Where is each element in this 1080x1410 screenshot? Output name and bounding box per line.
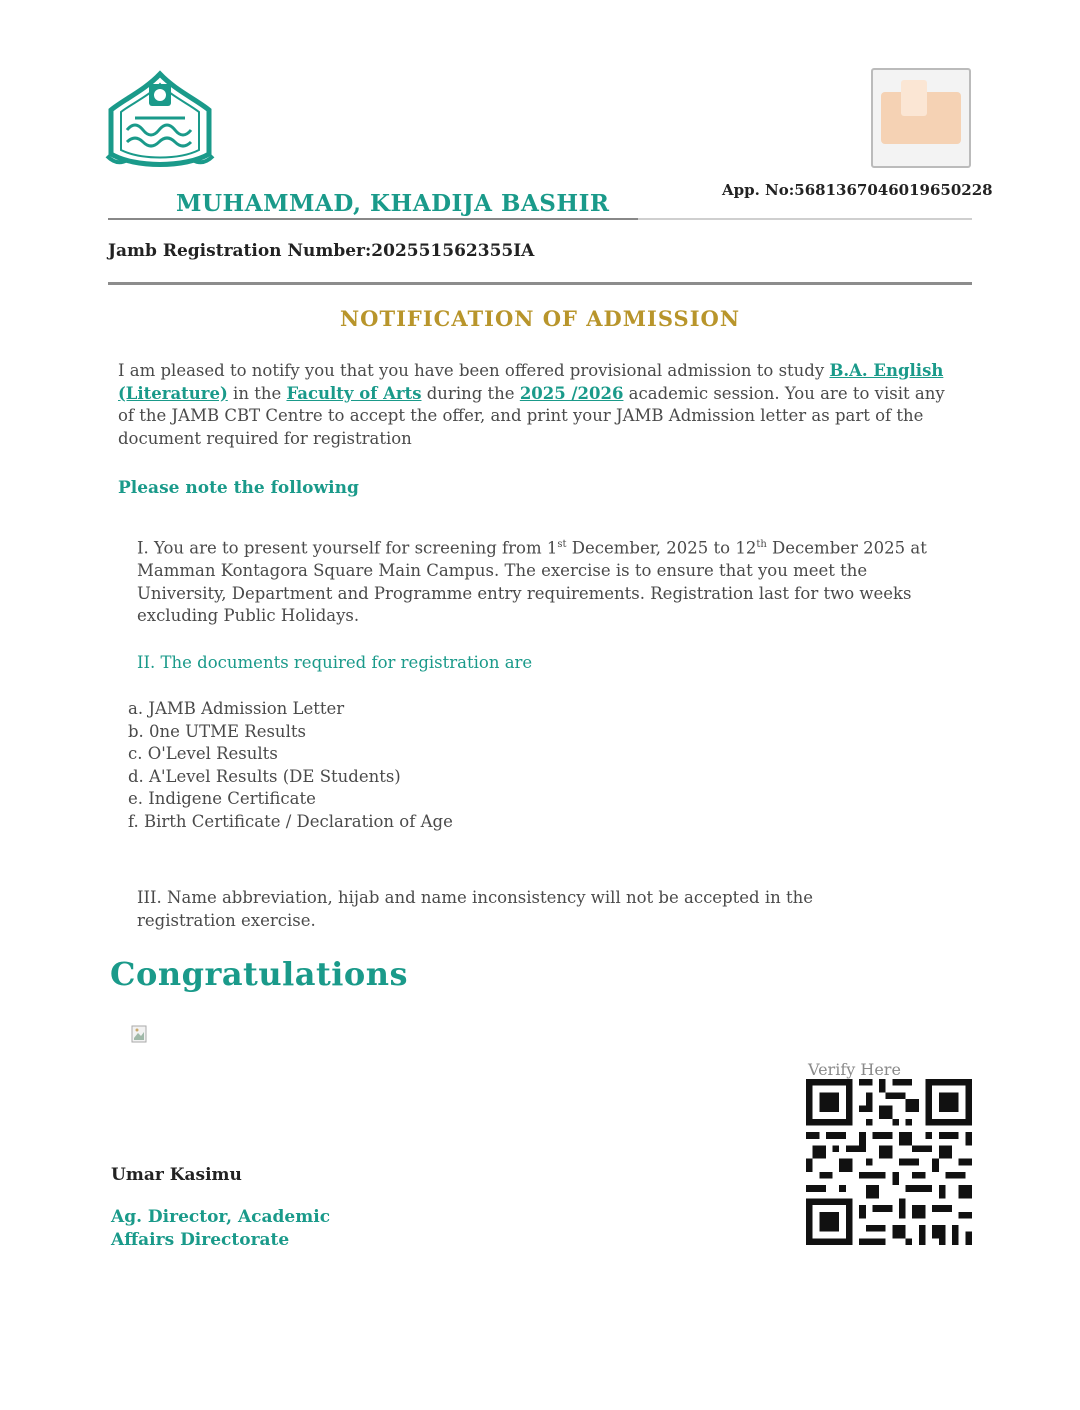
photo-highlight [901, 80, 927, 116]
name-underline [108, 218, 638, 220]
programme-name: B.A. English (Literature) [118, 361, 944, 403]
note-item-2: II. The documents required for registration are [137, 653, 533, 672]
session-name: 2025 /2026 [519, 383, 624, 403]
letter-title: NOTIFICATION OF ADMISSION [339, 306, 741, 331]
signatory-name: Umar Kasimu [111, 1165, 242, 1185]
verify-label: Verify Here [808, 1060, 901, 1079]
note-heading: Please note the following [118, 478, 359, 498]
note-item-1: I. You are to present yourself for screening from 1st December, 2025 to 12th December 2025 at Mamman Kontagora Square Main Campus. The exercise is to ensure that you meet the University, Department and Programme entry requirements. Registration last for two weeks excluding Public Holidays. [137, 538, 927, 625]
student-name: MUHAMMAD, KHADIJA BASHIR [176, 190, 610, 217]
list-item: a. JAMB Admission Letter [128, 699, 345, 718]
list-item: f. Birth Certificate / Declaration of Age [128, 811, 453, 831]
list-item: d. A'Level Results (DE Students) [128, 766, 401, 786]
admission-paragraph: I am pleased to notify you that you have been offered provisional admission to study B.A. English (Literature) in the Faculty of Arts during the 2025 /2026 academic session. You are to visit any of the JAMB CBT Centre to accept the offer, and print your JAMB Admission letter as part of the document required for registration [118, 361, 945, 448]
jamb-registration-number: Jamb Registration Number:202551562355IA [108, 241, 535, 261]
signatory-title: Ag. Director, Academic Affairs Directorate [111, 1207, 331, 1250]
divider [108, 282, 972, 285]
congratulations-heading: Congratulations [110, 955, 409, 993]
documents-list [128, 698, 453, 834]
list-item: e. Indigene Certificate [128, 789, 316, 809]
verification-qr-code[interactable] [806, 1079, 972, 1245]
application-number: App. No:5681367046019650228 [722, 181, 993, 199]
faculty-name: Faculty of Arts [286, 383, 422, 403]
passport-photo [871, 68, 971, 168]
broken-image-icon [130, 1024, 150, 1044]
university-crest-logo [105, 70, 215, 170]
list-item: c. O'Level Results [128, 744, 278, 764]
note-item-3: III. Name abbreviation, hijab and name inconsistency will not be accepted in the registration exercise. [137, 888, 814, 930]
list-item: b. 0ne UTME Results [128, 721, 306, 741]
